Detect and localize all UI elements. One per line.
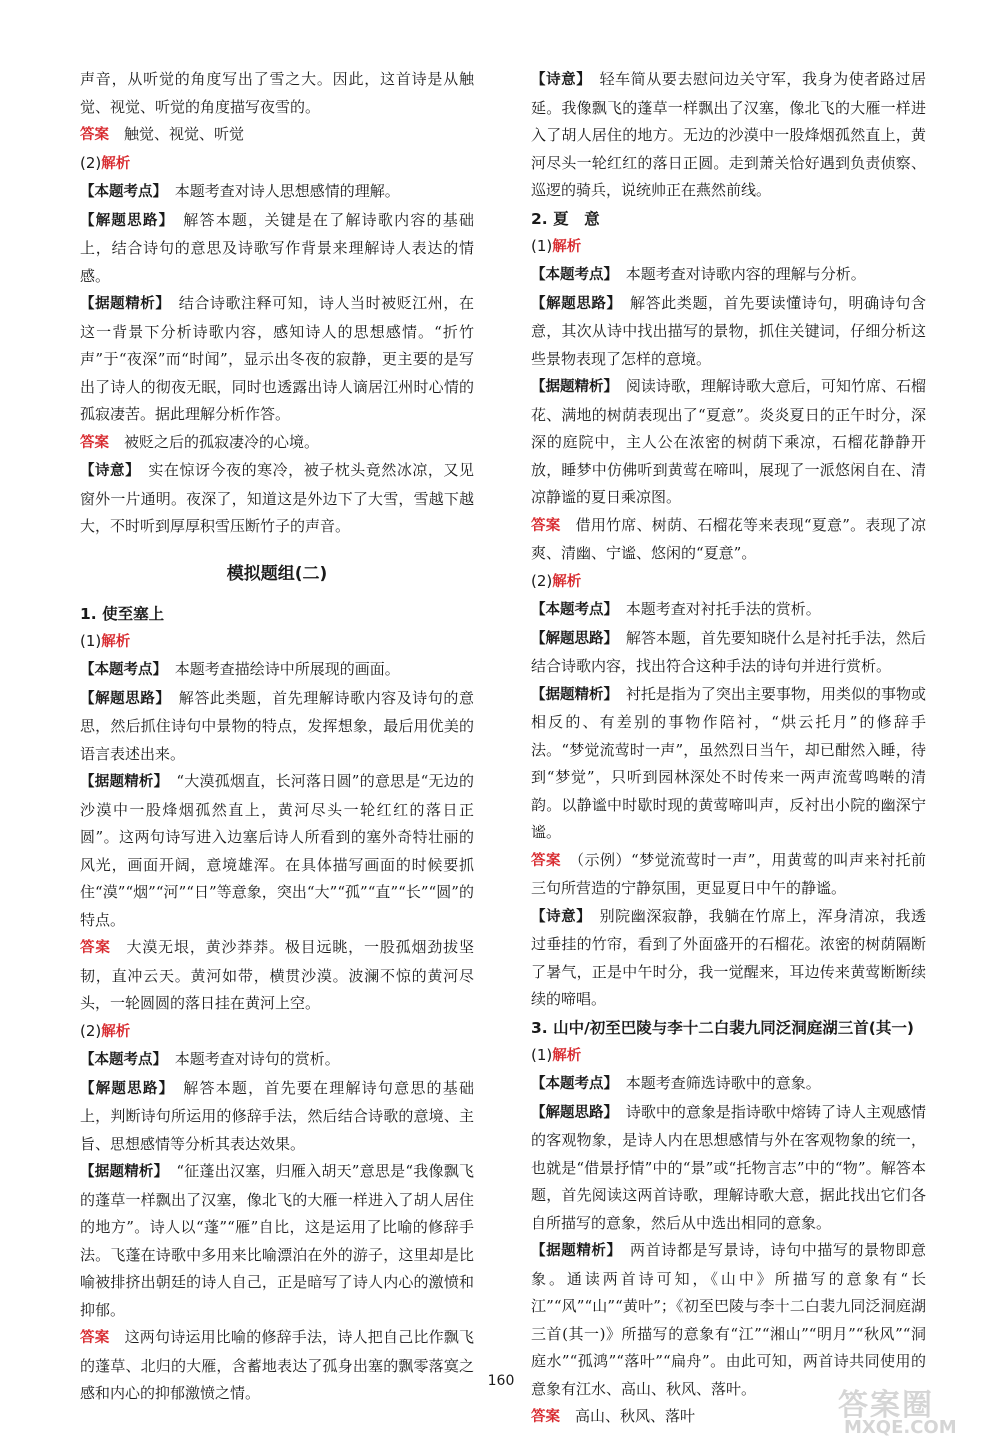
- silu-label: 【解题思路】: [80, 690, 164, 707]
- shiyi-text: 实在惊讶今夜的寒冷，被子枕头竟然冰凉，又见窗外一片通明。夜深了，知道这是外边下了大雪，雪越下越大，不时听到厚厚积雪压断竹子的声音。: [80, 461, 474, 535]
- jingxi-text: “大漠孤烟直，长河落日圆”的意思是“无边的沙漠中一股烽烟孤然直上，黄河尽头一轮红红的落日正圆”。这两句诗写进入边塞后诗人所看到的塞外奇特壮丽的风光，画面开阔，意境雄浑。在具体描写画面的时候要抓住“漠”“烟”“河”“日”等意象，突出“大”“孤”“直”“长”“圆”的特点。: [80, 772, 474, 929]
- subquestion-heading: [531, 1042, 926, 1071]
- shiyi-label: 【诗意】: [531, 72, 585, 88]
- jingxi-label: 【据题精析】: [80, 296, 164, 312]
- jingxi-line: [80, 1158, 474, 1324]
- answer-line: [80, 934, 474, 1018]
- answer-text: 高山、秋风、落叶: [575, 1407, 696, 1425]
- left-column: [80, 66, 474, 1408]
- shiyi-text: 轻车简从要去慰问边关守军，我身为使者路过居延。我像飘飞的蓬草一样飘出了汉塞，像北飞的大雁一样进入了胡人居住的地方。无边的沙漠中一股烽烟孤然直上，黄河尽头一轮红红的落日正圆。走到萧关恰好遇到负责侦察、巡逻的骑兵，说统帅正在燕然前线。: [531, 70, 926, 199]
- kaodian-label: 【本题考点】: [531, 1076, 611, 1092]
- watermark-url: MXQE.COM: [844, 1417, 957, 1438]
- subquestion-heading: [531, 568, 926, 597]
- silu-label: 【解题思路】: [531, 630, 611, 647]
- jingxi-label: 【据题精析】: [531, 686, 611, 703]
- silu-label: 【解题思路】: [80, 1080, 168, 1097]
- jingxi-line: [80, 290, 474, 429]
- answer-text: 借用竹席、树荫、石榴花等来表现“夏意”。表现了凉爽、清幽、宁谧、悠闲的“夏意”。: [531, 515, 926, 562]
- answer-text: 被贬之后的孤寂凄冷的心境。: [124, 432, 320, 451]
- shiyi-label: 【诗意】: [531, 908, 585, 925]
- answer-line: [531, 847, 926, 903]
- kaodian-text: 本题考查对诗句的赏析。: [174, 1050, 340, 1068]
- subquestion-heading: [80, 628, 474, 657]
- answer-label: 答案: [80, 1330, 110, 1346]
- silu-text: 解答本题，关键是在了解诗歌内容的基础上，结合诗句的意思及诗歌写作背景来理解诗人表达的情感。: [80, 210, 474, 285]
- silu-line: [80, 685, 474, 769]
- answer-text: 触觉、视觉、听觉: [124, 125, 245, 143]
- answer-line: [80, 429, 474, 458]
- jiexi-label: 解析: [101, 155, 131, 172]
- jingxi-text: “征蓬出汉塞，归雁入胡天”意思是“我像飘飞的蓬草一样飘出了汉塞，像北飞的大雁一样进入了胡人居住的地方”。诗人以“蓬”“雁”自比，这是运用了比喻的修辞手法。飞蓬在诗歌中多用来比喻漂泊在外的游子，这里却是比喻被排挤出朝廷的诗人自己，正是暗写了诗人内心的激愤和抑郁。: [80, 1162, 474, 1319]
- watermark-text: 答案圈: [838, 1388, 934, 1423]
- shiyi-line: [531, 903, 926, 1014]
- kaodian-text: 本题考查描绘诗中所展现的画面。: [174, 660, 400, 678]
- jingxi-label: 【据题精析】: [531, 379, 611, 395]
- kaodian-label: 【本题考点】: [531, 602, 611, 618]
- shiyi-label: 【诗意】: [80, 463, 133, 479]
- subquestion-heading: [80, 150, 474, 179]
- silu-text: 解答本题，首先要在理解诗句意思的基础上，判断诗句所运用的修辞手法，然后结合诗歌的意境、主旨、思想感情等分析其表达效果。: [80, 1078, 474, 1153]
- jingxi-label: 【据题精析】: [80, 774, 162, 790]
- subquestion-number: (1): [531, 236, 553, 255]
- answer-label: 答案: [80, 940, 111, 956]
- kaodian-label: 【本题考点】: [80, 184, 160, 200]
- silu-text: 解答本题，首先要知晓什么是衬托手法，然后结合诗歌内容，找出符合这种手法的诗句并进行赏析。: [531, 628, 926, 675]
- kaodian-line: [531, 596, 926, 625]
- kaodian-label: 【本题考点】: [80, 1052, 160, 1068]
- jiexi-label: 解析: [552, 238, 582, 255]
- shiyi-line: [80, 457, 474, 541]
- answer-text: 这两句诗运用比喻的修辞手法，诗人把自己比作飘飞的蓬草、北归的大雁，含蓄地表达了孤身出塞的飘零落寞之感和内心的抑郁激愤之情。: [80, 1328, 474, 1402]
- poem-title: 2. 夏 意: [531, 209, 600, 228]
- answer-label: 答案: [531, 517, 561, 534]
- silu-label: 【解题思路】: [80, 212, 168, 229]
- silu-label: 【解题思路】: [531, 295, 615, 312]
- subquestion-number: (1): [531, 1045, 553, 1064]
- jiexi-label: 解析: [552, 573, 582, 590]
- kaodian-line: [531, 1070, 926, 1099]
- kaodian-text: 本题考查对诗歌内容的理解与分析。: [625, 265, 866, 283]
- jiexi-label: 解析: [101, 1023, 131, 1040]
- silu-line: [80, 1075, 474, 1159]
- kaodian-line: [80, 1046, 474, 1075]
- shiyi-text: 别院幽深寂静，我躺在竹席上，浑身清凉，我透过垂挂的竹帘，看到了外面盛开的石榴花。浓密的树荫隔断了暑气，正是中午时分，我一觉醒来，耳边传来黄莺断断续续的啼唱。: [531, 906, 926, 1008]
- answer-label: 答案: [80, 127, 109, 143]
- poem-title: 3. 山中/初至巴陵与李十二白裴九同泛洞庭湖三首(其一): [531, 1018, 914, 1037]
- kaodian-label: 【本题考点】: [80, 662, 160, 678]
- jingxi-label: 【据题精析】: [80, 1164, 162, 1180]
- jingxi-text: 结合诗歌注释可知，诗人当时被贬江州，在这一背景下分析诗歌内容，感知诗人的思想感情。“折竹声”于“夜深”而“时闻”，显示出冬夜的寂静，更主要的是写出了诗人的彻夜无眠，同时也透露出诗人谪居江州时心情的孤寂凄苦。据此理解分析作答。: [80, 294, 474, 423]
- jiexi-label: 解析: [552, 1047, 582, 1064]
- kaodian-text: 本题考查对衬托手法的赏析。: [625, 600, 821, 618]
- shiyi-line: [531, 66, 926, 205]
- watermark-logo: [830, 1380, 995, 1442]
- answer-label: 答案: [531, 1409, 560, 1425]
- kaodian-label: 【本题考点】: [531, 267, 611, 283]
- kaodian-line: [80, 656, 474, 685]
- subquestion-number: (2): [531, 571, 553, 590]
- jingxi-label: 【据题精析】: [531, 1243, 615, 1259]
- silu-line: [80, 207, 474, 291]
- jingxi-text: 阅读诗歌，理解诗歌大意后，可知竹席、石榴花、满地的树荫表现出了“夏意”。炎炎夏日的正午时分，深深的庭院中，主人公在浓密的树荫下乘凉，石榴花静静开放，睡梦中仿佛听到黄莺在啼叫，展现了一派悠闲自在、清凉静谧的夏日乘凉图。: [531, 377, 926, 506]
- page-number: 160: [487, 1373, 515, 1389]
- subquestion-heading: [531, 233, 926, 262]
- silu-line: [531, 1099, 926, 1238]
- answer-text: 大漠无垠，黄沙莽莽。极目远眺，一股孤烟劲拔坚韧，直冲云天。黄河如带，横贯沙漠。波澜不惊的黄河尽头，一轮圆圆的落日挂在黄河上空。: [80, 938, 474, 1012]
- silu-text: 解答此类题，首先理解诗歌内容及诗句的意思，然后抓住诗句中景物的特点，发挥想象，最后用优美的语言表述出来。: [80, 688, 474, 763]
- subquestion-number: (1): [80, 631, 102, 650]
- answer-line: [80, 1324, 474, 1408]
- silu-text: 解答此类题，首先要读懂诗句，明确诗句含意，其次从诗中找出描写的景物，抓住关键词，仔细分析这些景物表现了怎样的意境。: [531, 293, 926, 368]
- kaodian-line: [531, 261, 926, 290]
- subquestion-heading: [80, 1018, 474, 1047]
- kaodian-text: 本题考查对诗人思想感情的理解。: [174, 182, 400, 200]
- jingxi-line: [531, 373, 926, 512]
- silu-line: [531, 290, 926, 374]
- poem-title: 1. 使至塞上: [80, 604, 165, 623]
- answer-label: 答案: [531, 852, 562, 869]
- kaodian-line: [80, 178, 474, 207]
- silu-text: 诗歌中的意象是指诗歌中熔铸了诗人主观感情的客观物象，是诗人内在思想感情与外在客观物象的统一，也就是“借景抒情”中的“景”或“托物言志”中的“物”。解答本题，首先阅读这两首诗歌，理解诗歌大意，据此找出它们各自所描写的意象，然后从中选出相同的意象。: [531, 1102, 926, 1232]
- jingxi-text: 两首诗都是写景诗，诗句中描写的景物即意象。通读两首诗可知，《山中》所描写的意象有“长江”“风”“山”“黄叶”；《初至巴陵与李十二白裴九同泛洞庭湖三首(其一)》所描写的意象有“江”“湘山”“明月”“秋风”“洞庭水”“孤鸿”“落叶”“扁舟”。由此可知，两首诗共同使用的意象有江水、高山、秋风、落叶。: [531, 1241, 926, 1398]
- jingxi-line: [80, 768, 474, 934]
- silu-line: [531, 625, 926, 681]
- silu-label: 【解题思路】: [531, 1104, 611, 1121]
- section-title: 模拟题组(二): [226, 563, 328, 584]
- paragraph: 声音，从听觉的角度写出了雪之大。因此，这首诗是从触觉、视觉、听觉的角度描写夜雪的。: [80, 70, 474, 116]
- right-column: [531, 66, 926, 1432]
- answer-label: 答案: [80, 434, 109, 451]
- answer-text: （示例）“梦觉流莺时一声”，用黄莺的叫声来衬托前三句所营造的宁静氛围，更显夏日中午的静谧。: [531, 850, 926, 897]
- jiexi-label: 解析: [101, 633, 131, 650]
- jingxi-line: [531, 1237, 926, 1403]
- subquestion-number: (2): [80, 1021, 102, 1040]
- answer-line: [80, 121, 474, 150]
- answer-line: [531, 512, 926, 568]
- kaodian-text: 本题考查筛选诗歌中的意象。: [625, 1074, 821, 1092]
- jingxi-line: [531, 681, 926, 847]
- jingxi-text: 衬托是指为了突出主要事物，用类似的事物或相反的、有差别的事物作陪衬，“烘云托月”的修辞手法。“梦觉流莺时一声”，虽然烈日当午，却已酣然入睡，待到“梦觉”，只听到园林深处不时传来一两声流莺鸣啭的清韵。以静谧中时歇时现的黄莺啼叫声，反衬出小院的幽深宁谧。: [531, 684, 926, 841]
- subquestion-number: (2): [80, 153, 102, 172]
